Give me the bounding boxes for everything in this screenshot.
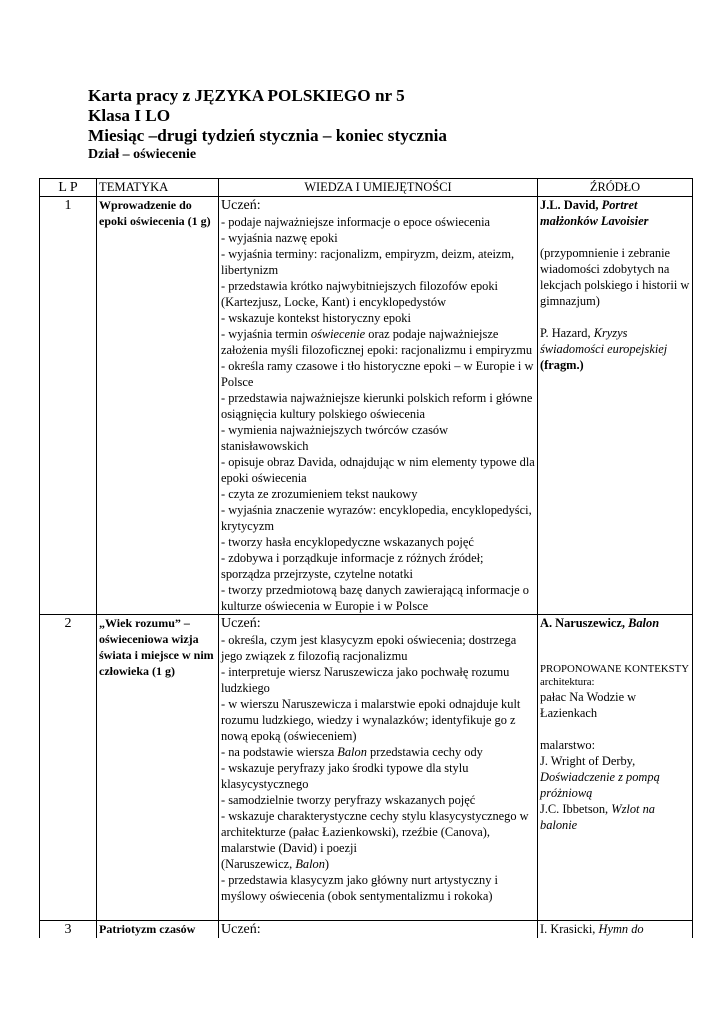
row-number: 2 xyxy=(40,615,97,921)
source-note: (przypomnienie i zebranie wiadomości zdobytych na lekcjach polskiego i historii w gimnazjum) xyxy=(540,246,690,308)
skill-item: - interpretuje wiersz Naruszewicza jako pochwałę rozumu ludzkiego xyxy=(221,665,510,695)
painting-label: malarstwo: xyxy=(540,738,596,752)
table-row xyxy=(40,197,693,615)
painting-title: Doświadczenie z pompą próżniową xyxy=(540,770,660,800)
column-header-zrodlo: ŹRÓDŁO xyxy=(538,179,693,197)
skill-item: - przedstawia krótko najwybitniejszych filozofów epoki (Kartezjusz, Locke, Kant) i encyklopedystów xyxy=(221,279,498,309)
skills-intro: Uczeń: xyxy=(221,922,261,937)
row-topic: Wprowadzenie do epoki oświecenia (1 g) xyxy=(97,197,219,615)
row-source xyxy=(538,197,693,615)
skill-item: - wskazuje kontekst historyczny epoki xyxy=(221,311,411,325)
column-header-lp: L P xyxy=(40,179,97,197)
section-label: Dział – oświecenie xyxy=(88,147,197,162)
skill-item: - samodzielnie tworzy peryfrazy wskazanych pojęć xyxy=(221,793,476,807)
skill-item: - opisuje obraz Davida, odnajdując w nim elementy typowe dla epoki oświecenia xyxy=(221,455,535,485)
row-source xyxy=(538,615,693,921)
skill-item: - wyjaśnia znaczenie wyrazów: encyklopedia, encyklopedyści, krytycyzm xyxy=(221,503,532,533)
row-number: 3 xyxy=(40,921,97,939)
table-row xyxy=(40,615,693,921)
source-entry: A. Naruszewicz, Balon xyxy=(540,616,660,630)
skill-item: - czyta ze zrozumieniem tekst naukowy xyxy=(221,487,418,501)
skill-item: - określa ramy czasowe i tło historyczne epoki – w Europie i w Polsce xyxy=(221,359,534,389)
skills-intro: Uczeń: xyxy=(221,616,261,631)
skill-item: - wyjaśnia nazwę epoki xyxy=(221,231,338,245)
row-topic: Patriotyzm czasów xyxy=(97,921,219,939)
skill-item: - zdobywa i porządkuje informacje z różnych źródeł; sporządza przejrzyste, czytelne notatki xyxy=(221,551,484,581)
skill-item: - określa, czym jest klasycyzm epoki oświecenia; dostrzega jego związek z filozofią racjonalizmu xyxy=(221,633,517,663)
skill-item: (Naruszewicz, Balon) xyxy=(221,857,330,871)
source-entry: P. Hazard, Kryzys świadomości europejskiej xyxy=(540,326,668,356)
worksheet-title: Karta pracy z JĘZYKA POLSKIEGO nr 5 xyxy=(88,86,405,105)
source-entry: J.L. David, Portret małżonków Lavoisier xyxy=(540,198,649,228)
skill-item: - wskazuje charakterystyczne cechy stylu klasycystycznego w architekturze (pałac Łazienkowski), rzeźbie (Canova), malarstwie (David) i poezji xyxy=(221,809,529,855)
skills-intro: Uczeń: xyxy=(221,198,261,213)
skill-item: - tworzy przedmiotową bazę danych zawierającą informacje o kulturze oświecenia w Europie i w Polsce xyxy=(221,583,529,613)
skill-item: - tworzy hasła encyklopedyczne wskazanych pojęć xyxy=(221,535,474,549)
month-label: Miesiąc –drugi tydzień stycznia – koniec stycznia xyxy=(88,126,447,145)
skill-item: - przedstawia klasycyzm jako główny nurt artystyczny i myślowy oświecenia (obok sentymentalizmu i rokoka) xyxy=(221,873,498,903)
skill-item: - wskazuje peryfrazy jako środki typowe dla stylu klasycystycznego xyxy=(221,761,469,791)
column-header-tematyka: TEMATYKA xyxy=(97,179,219,197)
skill-item: - wyjaśnia terminy: racjonalizm, empiryzm, deizm, ateizm, libertynizm xyxy=(221,247,515,277)
row-skills xyxy=(219,197,538,615)
skill-item: - w wierszu Naruszewicza i malarstwie epoki odnajduje kult rozumu ludzkiego, wiedzy i wynalazków; identyfikuje go z nową epoką (oświeceniem) xyxy=(221,697,521,743)
painting-entry: J.C. Ibbetson, Wzlot na balonie xyxy=(540,802,655,832)
column-header-wiedza: WIEDZA I UMIEJĘTNOŚCI xyxy=(219,179,538,197)
row-number: 1 xyxy=(40,197,97,615)
painting-author: J. Wright of Derby, xyxy=(540,754,636,768)
skill-item: - podaje najważniejsze informacje o epoce oświecenia xyxy=(221,215,491,229)
row-skills xyxy=(219,615,538,921)
skill-item: - na podstawie wiersza Balon przedstawia cechy ody xyxy=(221,745,483,759)
table-row xyxy=(40,921,693,939)
architecture-item: pałac Na Wodzie w Łazienkach xyxy=(540,690,637,720)
source-entry: I. Krasicki, Hymn do xyxy=(540,922,644,936)
skill-item: - wyjaśnia termin oświecenie oraz podaje najważniejsze założenia myśli filozoficznej epoki: racjonalizmu i empiryzmu xyxy=(221,327,533,357)
table-header-row xyxy=(40,179,693,197)
architecture-label: architektura: xyxy=(540,676,595,688)
row-topic: „Wiek rozumu” – oświeceniowa wizja świata i miejsce w nim człowieka (1 g) xyxy=(97,615,219,921)
source-fragment: (fragm.) xyxy=(540,358,584,372)
curriculum-table xyxy=(39,178,693,938)
document-header xyxy=(88,86,447,164)
row-source xyxy=(538,921,693,939)
skill-item: - przedstawia najważniejsze kierunki polskich reform i główne osiągnięcia kultury polskiego oświecenia xyxy=(221,391,533,421)
skill-item: - wymienia najważniejszych twórców czasów stanisławowskich xyxy=(221,423,449,453)
class-label: Klasa I LO xyxy=(88,106,171,125)
contexts-label: PROPONOWANE KONTEKSTY xyxy=(540,663,690,675)
row-skills xyxy=(219,921,538,939)
